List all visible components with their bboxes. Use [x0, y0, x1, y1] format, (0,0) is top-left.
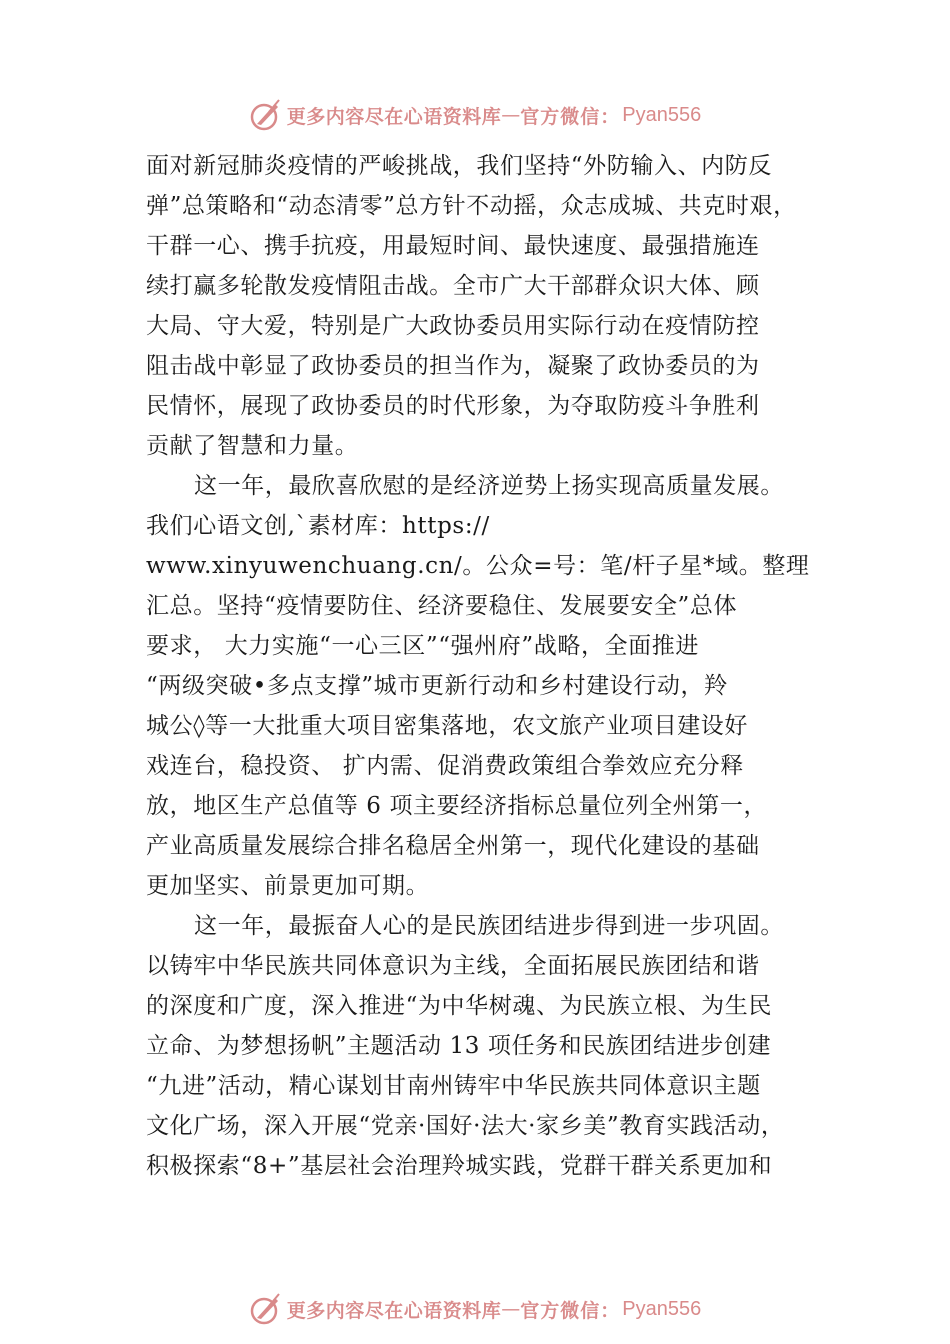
quill-logo-icon — [249, 1292, 283, 1326]
paragraph-start-line: 这一年，最振奋人心的是民族团结进步得到进一步巩固。 — [194, 913, 784, 939]
text-line: 产业高质量发展综合排名稳居全州第一，现代化建设的基础 — [146, 833, 760, 859]
text-line: 戏连台，稳投资、 扩内需、促消费政策组合拳效应充分释 — [146, 753, 744, 779]
text-line: 要求， 大力实施“一心三区”“强州府”战略，全面推进 — [146, 633, 699, 659]
text-line: 大局、守大爱，特别是广大政协委员用实际行动在疫情防控 — [146, 313, 760, 339]
footer-banner — [0, 1289, 950, 1329]
text-line: 的深度和广度，深入推进“为中华树魂、为民族立根、为生民 — [146, 993, 772, 1019]
text-line: 续打赢多轮散发疫情阻击战。全市广大干部群众识大体、顾 — [146, 273, 760, 299]
header-wechat-id: Pyan556 — [622, 103, 702, 126]
text-line: 放，地区生产总值等 6 项主要经济指标总量位列全州第一， — [146, 793, 768, 819]
text-line: 弹”总策略和“动态清零”总方针不动摇，众志成城、共克时艰， — [146, 193, 797, 219]
text-line: 贡献了智慧和力量。 — [146, 433, 359, 459]
text-line: 以铸牢中华民族共同体意识为主线，全面拓展民族团结和谐 — [146, 953, 760, 979]
text-line: “两级突破•多点支撑”城市更新行动和乡村建设行动，羚 — [146, 673, 728, 699]
text-line: 文化广场，深入开展“党亲·国好·法大·家乡美”教育实践活动， — [146, 1113, 785, 1139]
header-dash: — — [501, 104, 521, 126]
header-wechat-label: 官方微信： — [520, 105, 621, 128]
text-line: 阻击战中彰显了政协委员的担当作为，凝聚了政协委员的为 — [146, 353, 760, 379]
footer-brand-text: 更多内容尽在心语资料库 — [286, 1299, 502, 1322]
quill-logo-icon — [249, 98, 283, 132]
text-line: 面对新冠肺炎疫情的严峻挑战，我们坚持“外防输入、内防反 — [146, 153, 772, 179]
footer-wechat-label: 官方微信： — [520, 1299, 621, 1322]
text-line: www.xinyuwenchuang.cn/。公众=号：笔/杆子星*域。整理 — [146, 553, 810, 579]
document-body — [146, 146, 826, 1186]
text-line: 我们心语文创,`素材库：https:// — [146, 513, 490, 539]
text-line: 干群一心、携手抗疫，用最短时间、最快速度、最强措施连 — [146, 233, 760, 259]
text-line: “九进”活动，精心谋划甘南州铸牢中华民族共同体意识主题 — [146, 1073, 761, 1099]
text-line: 立命、为梦想扬帆”主题活动 13 项任务和民族团结进步创建 — [146, 1033, 772, 1059]
footer-dash: — — [501, 1298, 521, 1320]
header-brand-text: 更多内容尽在心语资料库 — [286, 105, 502, 128]
text-line: 更加坚实、前景更加可期。 — [146, 873, 430, 899]
header-banner — [0, 95, 950, 135]
footer-wechat-id: Pyan556 — [622, 1297, 702, 1320]
paragraph-start-line: 这一年，最欣喜欣慰的是经济逆势上扬实现高质量发展。 — [194, 473, 784, 499]
text-line: 城公◊等一大批重大项目密集落地，农文旅产业项目建设好 — [146, 713, 748, 739]
text-line: 民情怀，展现了政协委员的时代形象，为夺取防疫斗争胜利 — [146, 393, 760, 419]
text-line: 汇总。坚持“疫情要防住、经济要稳住、发展要安全”总体 — [146, 593, 738, 619]
text-line: 积极探索“8+”基层社会治理羚城实践，党群干群关系更加和 — [146, 1153, 773, 1179]
